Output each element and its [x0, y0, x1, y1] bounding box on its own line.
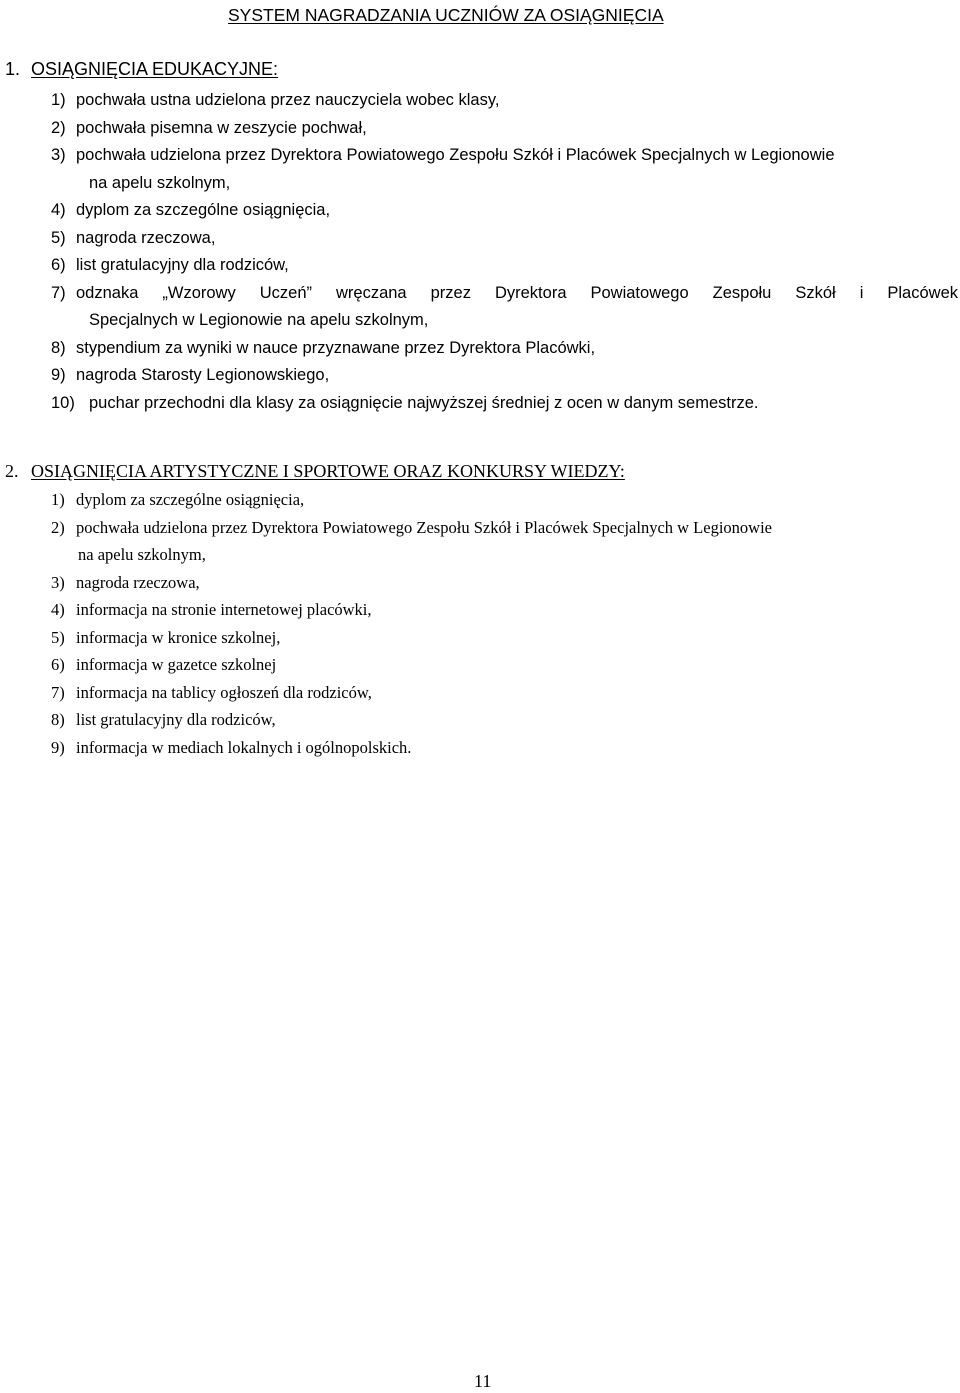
section-number: 2. [5, 461, 19, 481]
item-number: 7) [51, 682, 65, 702]
item-number: 6) [51, 655, 65, 674]
award-list [0, 486, 960, 761]
section-heading [0, 459, 960, 486]
list-item [0, 142, 960, 197]
item-text: pochwała udzielona przez Dyrektora Powiatowego Zespołu Szkół i Placówek Specjalnych w Legionowie [76, 517, 772, 537]
list-item [0, 252, 960, 280]
list-item [0, 390, 960, 418]
item-text: stypendium za wyniki w nauce przyznawane przez Dyrektora Placówki, [76, 338, 596, 357]
section-number: 1. [5, 59, 21, 79]
item-text: informacja w kronice szkolnej, [76, 627, 281, 647]
item-number: 2) [51, 118, 66, 137]
section-artistic-sports-achievements [0, 459, 960, 757]
item-text: nagroda rzeczowa, [76, 572, 200, 592]
item-text: dyplom za szczególne osiągnięcia, [76, 490, 305, 509]
item-number: 7) [51, 283, 66, 302]
item-text-continuation: Specjalnych w Legionowie na apelu szkolnym, [89, 311, 429, 329]
list-item [0, 335, 960, 363]
item-number: 5) [51, 627, 65, 647]
item-number: 4) [51, 600, 65, 619]
item-text-continuation: na apelu szkolnym, [78, 545, 206, 564]
list-item [0, 197, 960, 225]
list-item [0, 651, 960, 679]
item-number: 10) [51, 393, 75, 412]
item-text: pochwała ustna udzielona przez nauczyciela wobec klasy, [76, 91, 500, 109]
page-number: 11 [474, 1371, 492, 1391]
list-item [0, 362, 960, 390]
item-text: nagroda Starosty Legionowskiego, [76, 366, 330, 384]
item-number: 1) [51, 91, 66, 109]
item-number: 6) [51, 256, 66, 274]
item-number: 5) [51, 228, 66, 247]
item-text: puchar przechodni dla klasy za osiągnięcie najwyższej średniej z ocen w danym semestrze. [89, 393, 759, 412]
item-text: list gratulacyjny dla rodziców, [76, 256, 289, 274]
item-text: odznaka „Wzorowy Uczeń” wręczana przez Dyrektora Powiatowego Zespołu Szkół i Placówek [76, 283, 958, 302]
list-item [0, 624, 960, 652]
section-title: OSIĄGNIĘCIA EDUKACYJNE: [31, 59, 279, 79]
item-text: dyplom za szczególne osiągnięcia, [76, 201, 331, 219]
item-text: pochwała pisemna w zeszycie pochwał, [76, 118, 367, 137]
item-text: nagroda rzeczowa, [76, 228, 216, 247]
list-item [0, 596, 960, 624]
document-title: SYSTEM NAGRADZANIA UCZNIÓW ZA OSIĄGNIĘCIA [228, 5, 664, 25]
item-number: 9) [51, 366, 66, 384]
item-text: informacja w gazetce szkolnej [76, 655, 277, 674]
item-text: informacja w mediach lokalnych i ogólnopolskich. [76, 737, 412, 757]
item-number: 3) [51, 146, 66, 164]
list-item [0, 734, 960, 762]
item-number: 8) [51, 338, 66, 357]
list-item [0, 280, 960, 335]
list-item [0, 514, 960, 569]
section-heading [0, 57, 960, 84]
list-item [0, 706, 960, 734]
item-number: 1) [51, 490, 65, 509]
item-text: list gratulacyjny dla rodziców, [76, 710, 276, 729]
section-educational-achievements [0, 57, 960, 412]
item-text: pochwała udzielona przez Dyrektora Powiatowego Zespołu Szkół i Placówek Specjalnych w Legionowie [76, 146, 835, 164]
item-text-continuation: na apelu szkolnym, [89, 173, 231, 192]
list-item [0, 569, 960, 597]
list-item [0, 87, 960, 115]
item-number: 2) [51, 517, 65, 537]
award-list [0, 87, 960, 417]
list-item [0, 486, 960, 514]
item-number: 4) [51, 201, 66, 219]
list-item [0, 225, 960, 253]
item-number: 8) [51, 710, 65, 729]
list-item [0, 679, 960, 707]
list-item [0, 115, 960, 143]
item-text: informacja na tablicy ogłoszeń dla rodziców, [76, 682, 372, 702]
item-number: 3) [51, 572, 65, 592]
item-number: 9) [51, 737, 65, 757]
section-title: OSIĄGNIĘCIA ARTYSTYCZNE I SPORTOWE ORAZ KONKURSY WIEDZY: [31, 461, 625, 481]
item-text: informacja na stronie internetowej placówki, [76, 600, 372, 619]
